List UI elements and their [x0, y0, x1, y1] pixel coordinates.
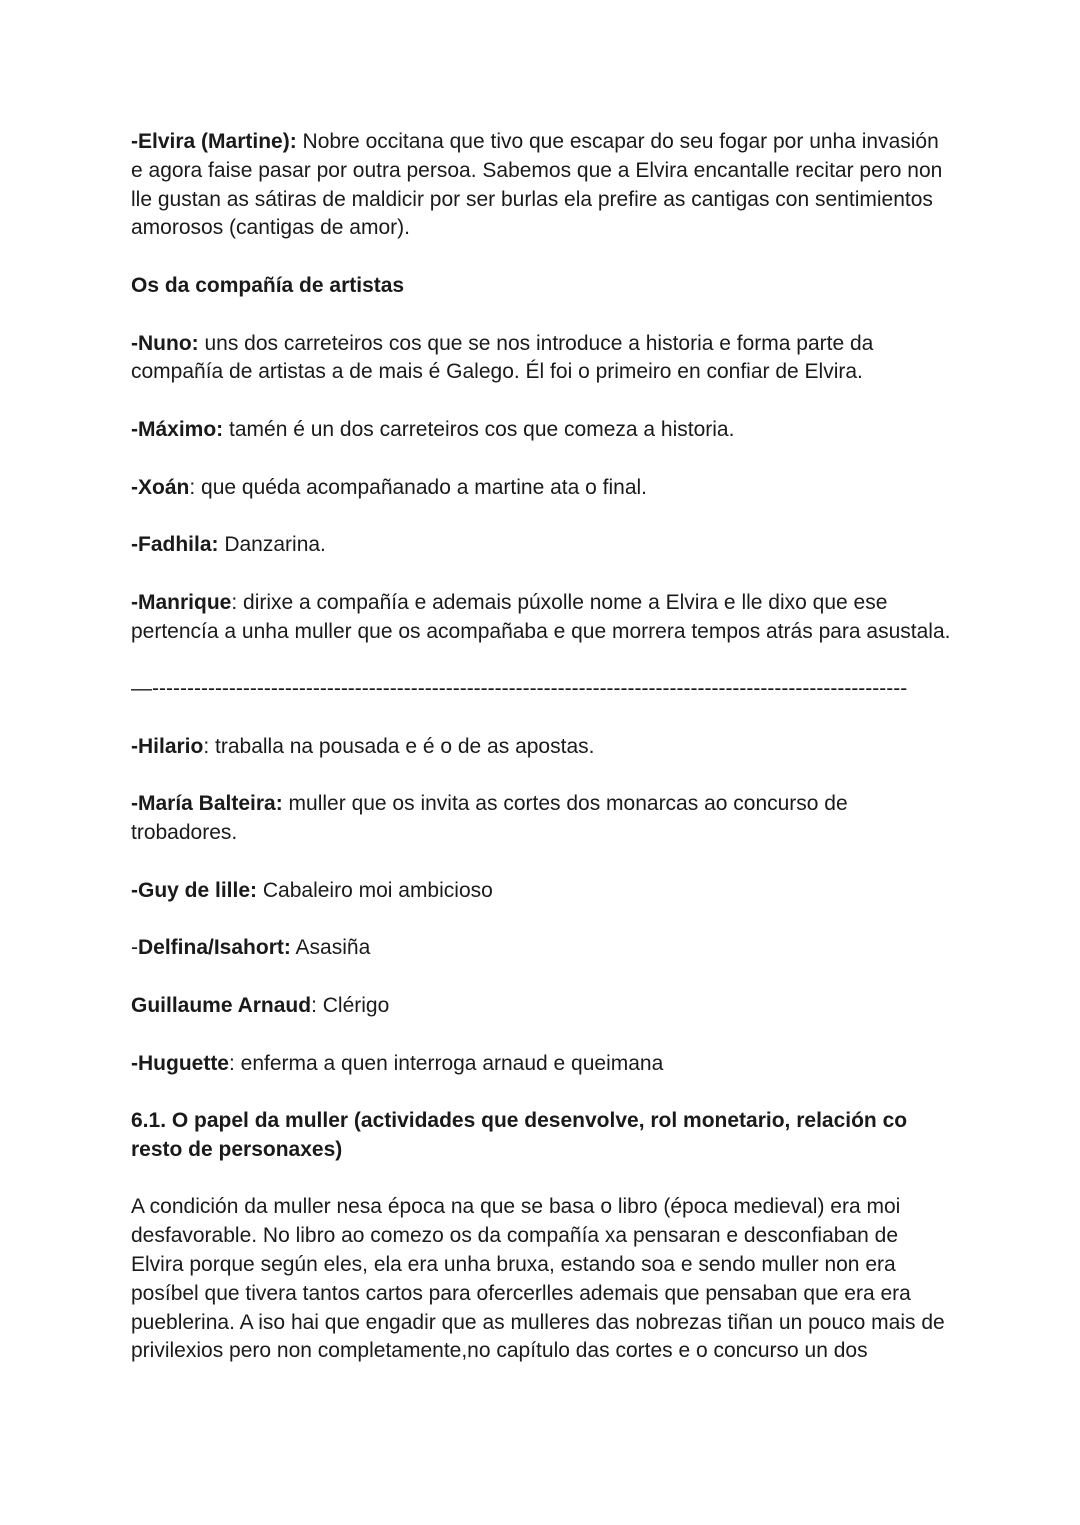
document-page	[131, 128, 951, 1366]
character-entry-huguette	[131, 1050, 951, 1079]
character-name: -Huguette	[131, 1051, 229, 1075]
character-name: -Manrique	[131, 590, 232, 614]
character-entry-hilario	[131, 733, 951, 762]
character-name: -Elvira (Martine):	[131, 130, 297, 153]
character-description: : traballa na pousada e é o de as apostas.	[203, 734, 595, 758]
character-entry-nuno	[131, 330, 951, 388]
character-description: Cabaleiro moi ambicioso	[257, 878, 493, 902]
character-entry-maria-balteira	[131, 790, 951, 848]
section-paragraph: A condición da muller nesa época na que se basa o libro (época medieval) era moi desfavorable. No libro ao comezo os da compañía xa pensaran e desconfiaban de Elvira porque según eles, ela era unha bruxa, estando soa e sendo muller non era posíbel que tivera tantos cartos para ofercerlles ademais que pensaban que era era pueblerina. A iso hai que engadir que as mulleres das nobrezas tiñan un pouco mais de privilexios pero non completamente,no capítulo das cortes e o concurso un dos	[131, 1195, 945, 1363]
character-description: Nobre occitana que tivo que escapar do seu fogar por unha invasión e agora faise pasar por outra persoa. Sabemos que a Elvira encantalle recitar pero non lle gustan as sátiras de maldicir por ser burlas ela prefire as cantigas con sentimientos amorosos (cantigas de amor).	[131, 130, 943, 240]
character-name: -Fadhila:	[131, 533, 219, 557]
section-title: 6.1. O papel da muller (actividades que desenvolve, rol monetario, relación co resto de personaxes)	[131, 1109, 908, 1161]
character-entry-fadhila	[131, 531, 951, 560]
character-name: -Hilario	[131, 734, 204, 758]
character-entry-delfina	[131, 934, 951, 963]
character-entry-guy-de-lille	[131, 877, 951, 906]
character-description: : que quéda acompañanado a martine ata o final.	[189, 475, 648, 499]
character-description: tamén é un dos carreteiros cos que comeza a historia.	[223, 417, 735, 441]
character-name: -Guy de lille:	[131, 878, 258, 902]
character-description: : enferma a quen interroga arnaud e queimana	[229, 1051, 664, 1075]
character-name: -Nuno:	[131, 331, 199, 355]
character-description: muller que os invita as cortes dos monarcas ao concurso de trobadores.	[131, 792, 848, 845]
character-name: -María Balteira:	[131, 792, 283, 816]
character-description: : dirixe a compañía e ademais púxolle nome a Elvira e lle dixo que ese pertencía a unha muller que os acompañaba e que morrera tempos atrás para asustala.	[131, 590, 951, 643]
character-entry-xoan	[131, 474, 951, 503]
character-name: -Máximo:	[131, 417, 224, 441]
character-entry-elvira	[131, 128, 951, 243]
character-name: -Xoán	[131, 475, 190, 499]
character-name: Guillaume Arnaud	[131, 993, 312, 1017]
character-description: Asasiña	[290, 936, 371, 960]
character-entry-manrique	[131, 589, 951, 647]
company-heading: Os da compañía de artistas	[131, 273, 405, 297]
character-name: Delfina/Isahort:	[138, 936, 291, 960]
character-prefix: -	[131, 936, 138, 960]
character-description: Danzarina.	[218, 533, 326, 557]
character-description: : Clérigo	[311, 993, 390, 1017]
character-description: uns dos carreteiros cos que se nos introduce a historia e forma parte da compañía de artistas a de mais é Galego. Él foi o primeiro en confiar de Elvira.	[131, 331, 874, 384]
section-divider: —------------------------------------------------------------------------------------------------------------	[131, 677, 908, 701]
character-entry-maximo	[131, 416, 951, 445]
character-entry-guillaume-arnaud	[131, 992, 951, 1021]
